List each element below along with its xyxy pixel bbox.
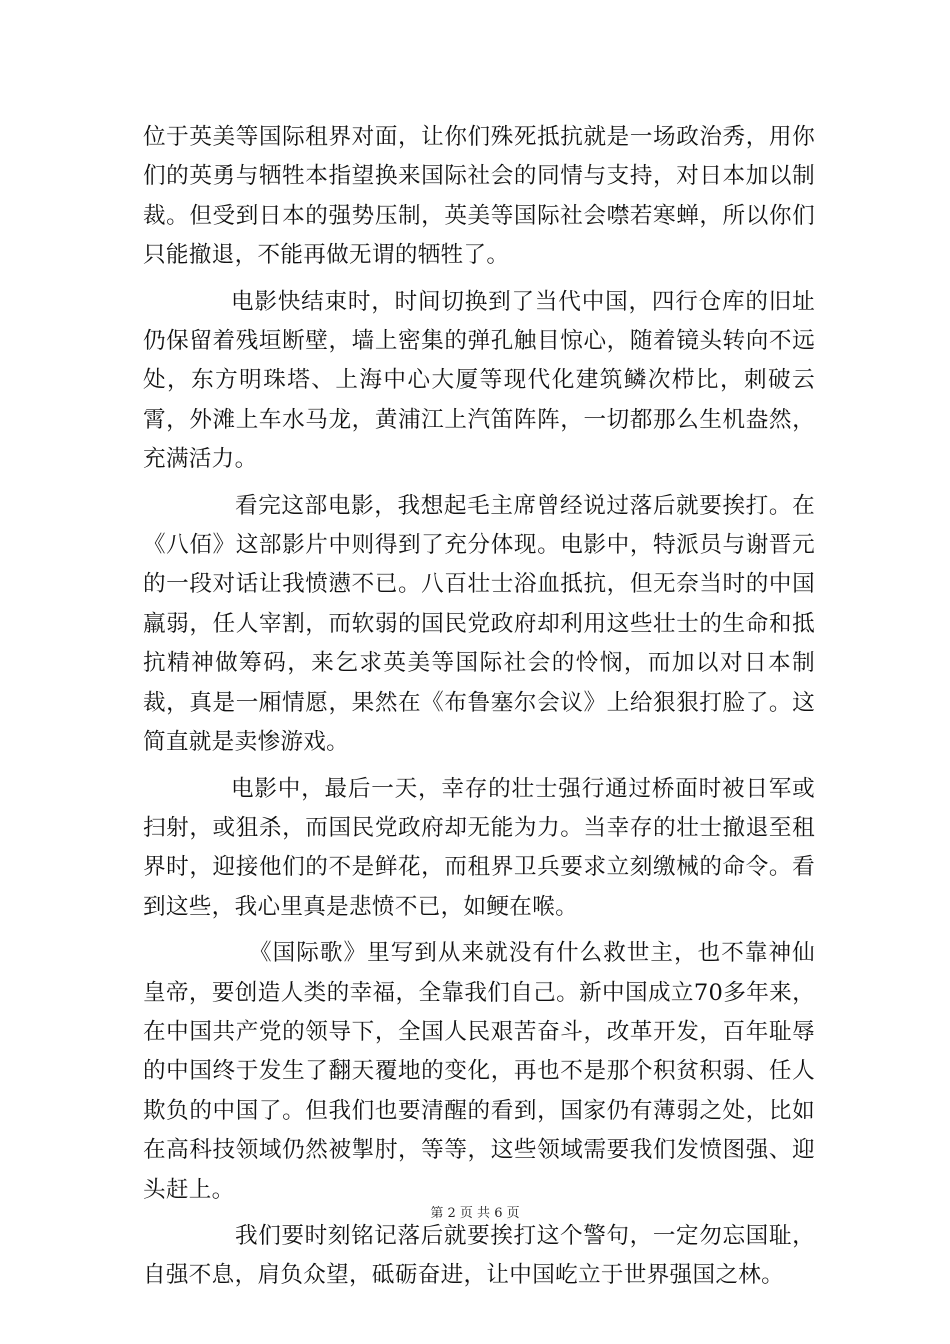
paragraph-5: 《国际歌》里写到从来就没有什么救世主，也不靠神仙皇帝，要创造人类的幸福，全靠我们自己。新中国成立70多年来，在中国共产党的领导下，全国人民艰苦奋斗，改革开发，百年耻辱的中国终于发生了翻天覆地的变化，再也不是那个积贫积弱、任人欺负的中国了。但我们也要清醒的看到，国家仍有薄弱之处，比如在高科技领域仍然被掣肘，等等，这些领域需要我们发愤图强、迎头赶上。 bbox=[143, 940, 815, 1203]
page-number: 第 2 页 共 6 页 bbox=[430, 1206, 520, 1221]
page-footer bbox=[0, 1204, 950, 1224]
paragraph-1: 位于英美等国际租界对面，让你们殊死抵抗就是一场政治秀，用你们的英勇与牺牲本指望换来国际社会的同情与支持，对日本加以制裁。但受到日本的强势压制，英美等国际社会噤若寒蝉，所以你们只能撤退，不能再做无谓的牺牲了。 bbox=[143, 124, 815, 269]
document-body bbox=[143, 118, 815, 1296]
paragraph-6: 我们要时刻铭记落后就要挨打这个警句，一定勿忘国耻，自强不息，肩负众望，砥砺奋进，让中国屹立于世界强国之林。 bbox=[143, 1222, 815, 1289]
paragraph-2: 电影快结束时，时间切换到了当代中国，四行仓库的旧址仍保留着残垣断壁，墙上密集的弹孔触目惊心，随着镜头转向不远处，东方明珠塔、上海中心大厦等现代化建筑鳞次栉比，刺破云霄，外滩上车水马龙，黄浦江上汽笛阵阵，一切都那么生机盎然，充满活力。 bbox=[143, 288, 815, 473]
paragraph-3: 看完这部电影，我想起毛主席曾经说过落后就要挨打。在《八佰》这部影片中则得到了充分体现。电影中，特派员与谢晋元的一段对话让我愤懑不已。八百壮士浴血抵抗，但无奈当时的中国羸弱，任人宰割，而软弱的国民党政府却利用这些壮士的生命和抵抗精神做筹码，来乞求英美等国际社会的怜悯，而加以对日本制裁，真是一厢情愿，果然在《布鲁塞尔会议》上给狠狠打脸了。这简直就是卖惨游戏。 bbox=[143, 492, 815, 756]
paragraph-4: 电影中，最后一天，幸存的壮士强行通过桥面时被日军或扫射，或狙杀，而国民党政府却无能为力。当幸存的壮士撤退至租界时，迎接他们的不是鲜花，而租界卫兵要求立刻缴械的命令。看到这些，我心里真是悲愤不已，如鲠在喉。 bbox=[143, 775, 815, 920]
